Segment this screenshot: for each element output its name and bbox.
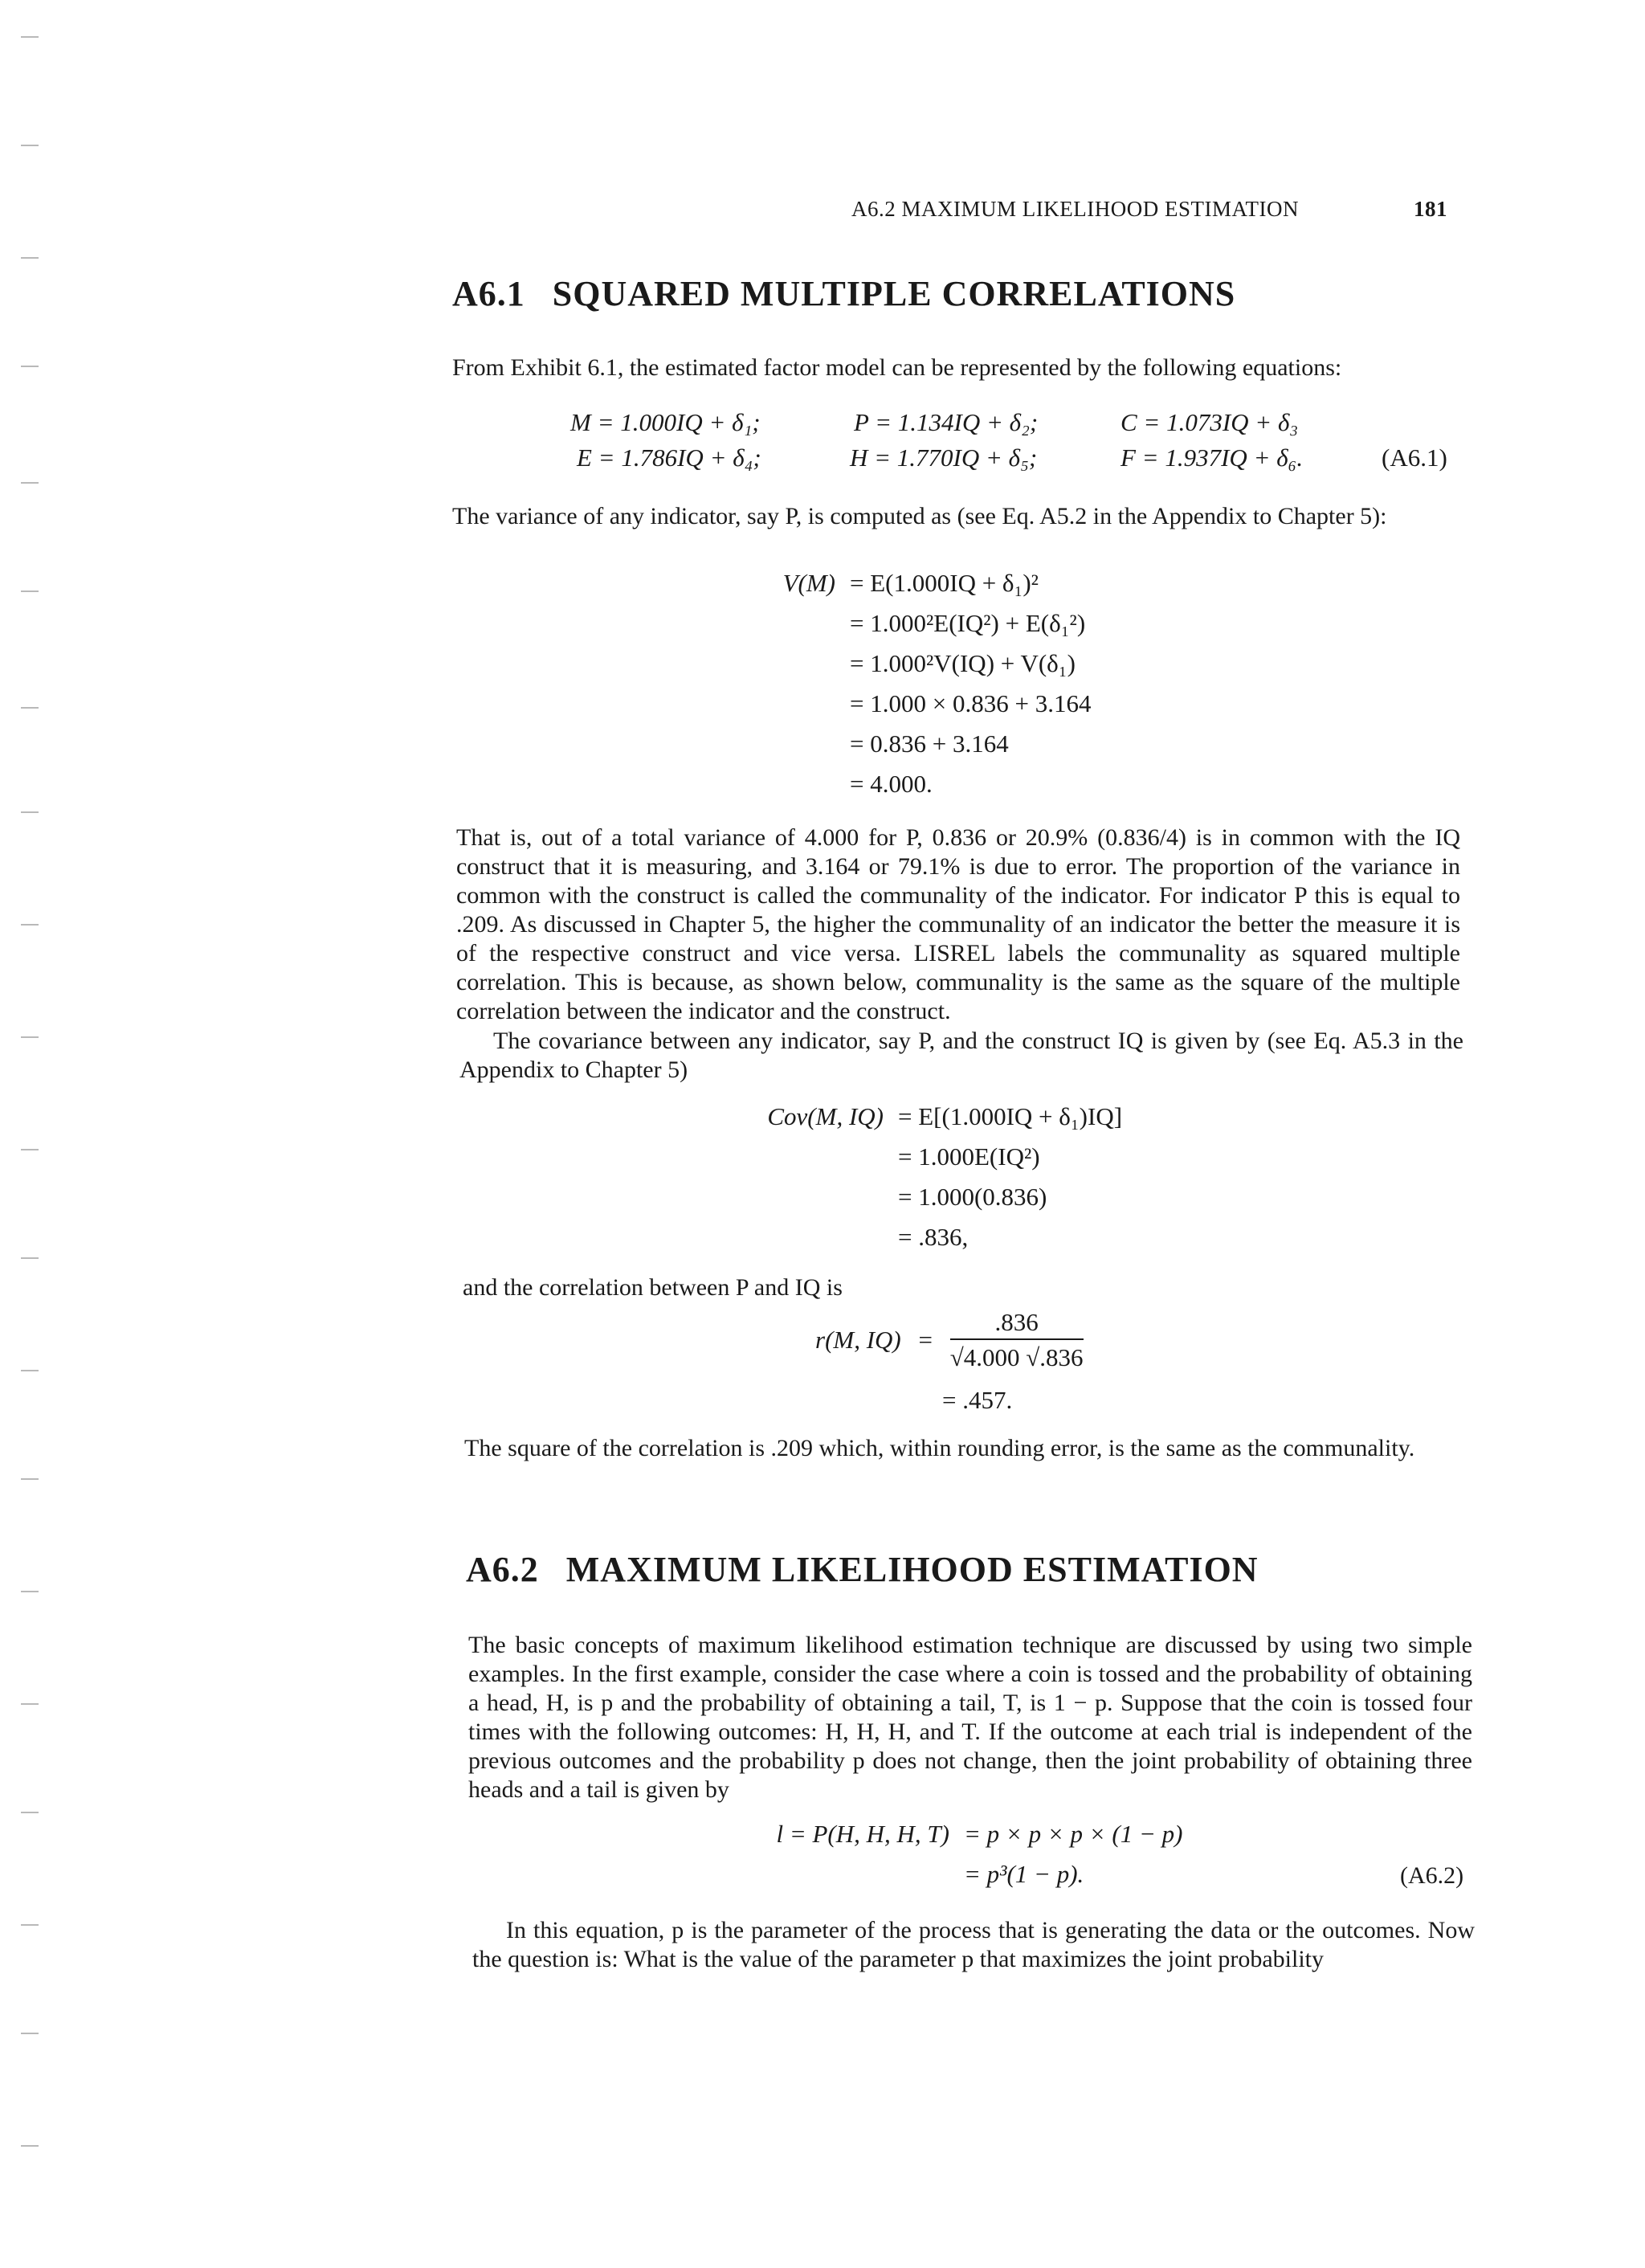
page-number: 181 xyxy=(1414,197,1447,221)
variance-step: = E(1.000IQ + δ₁)² xyxy=(850,569,1039,597)
running-head-section: A6.2 MAXIMUM LIKELIHOOD ESTIMATION xyxy=(851,197,1299,221)
intro-paragraph: From Exhibit 6.1, the estimated factor model can be represented by the following equations: xyxy=(452,354,1342,381)
eq-m: M = 1.000IQ + δ₁; xyxy=(570,408,761,436)
correlation-equation: r(M, IQ) = $\frac{.836}{√4.000 √.836}$ xyxy=(815,1308,1084,1371)
variance-step: = 4.000. xyxy=(850,770,933,798)
correlation-result: = .457. xyxy=(942,1386,1013,1414)
eq-a6-2-lhs: l = P(H, H, H, T) xyxy=(776,1820,949,1848)
eq-tag-a6-1: (A6.1) xyxy=(1382,443,1447,472)
variance-lhs: V(M) xyxy=(782,569,835,597)
section-title: SQUARED MULTIPLE CORRELATIONS xyxy=(552,274,1236,313)
eq-tag-a6-2: (A6.2) xyxy=(1400,1862,1464,1889)
correlation-lhs: r(M, IQ) xyxy=(815,1326,901,1354)
communality-paragraph: That is, out of a total variance of 4.000 for P, 0.836 or 20.9% (0.836/4) is in common with the IQ construct that it is measuring, and 3.164 or 79.1% is due to error. The proportion of the variance in common with the construct is called the communality of the indicator. For indicator P this is equal to .209. As discussed in Chapter 5, the higher the communality of an indicator the better the measure it is of the respective construct and vice versa. LISREL labels the communality as squared multiple correlation. This is because, as shown below, communality is the same as the square of the multiple correlation between the indicator and the construct. xyxy=(456,824,1460,1024)
covariance-step: = 1.000(0.836) xyxy=(898,1183,1047,1211)
eq-a6-2-step: = p³(1 − p). xyxy=(964,1860,1084,1888)
section-title: MAXIMUM LIKELIHOOD ESTIMATION xyxy=(565,1550,1259,1589)
covariance-lhs: Cov(M, IQ) xyxy=(767,1102,884,1130)
correlation-fraction xyxy=(950,1308,1084,1372)
variance-step: = 1.000 × 0.836 + 3.164 xyxy=(850,689,1092,717)
eq-f: F = 1.937IQ + δ₆. xyxy=(1120,443,1304,472)
ml-paragraph-2: In this equation, p is the parameter of the process that is generating the data or the outcomes. Now the question is: What is the value of the parameter p that maximizes the joint probability xyxy=(472,1917,1475,1972)
covariance-step: = E[(1.000IQ + δ₁)IQ] xyxy=(898,1102,1123,1130)
eq-c: C = 1.073IQ + δ₃ xyxy=(1120,408,1299,436)
eq-h: H = 1.770IQ + δ₅; xyxy=(850,443,1038,472)
section-number: A6.2 xyxy=(466,1550,539,1589)
correlation-intro: and the correlation between P and IQ is xyxy=(463,1274,843,1301)
section-heading-a62 xyxy=(466,1549,1259,1590)
eq-e: E = 1.786IQ + δ₄; xyxy=(577,443,761,472)
correlation-denominator: √4.000 √.836 xyxy=(949,1343,1084,1371)
section-number: A6.1 xyxy=(452,274,525,313)
running-head xyxy=(851,197,1447,222)
variance-intro: The variance of any indicator, say P, is computed as (see Eq. A5.2 in the Appendix to Chapter 5): xyxy=(452,503,1387,529)
correlation-numerator: .836 xyxy=(950,1308,1084,1340)
covariance-step: = 1.000E(IQ²) xyxy=(898,1142,1040,1171)
square-paragraph: The square of the correlation is .209 which, within rounding error, is the same as the communality. xyxy=(464,1435,1415,1461)
covariance-step: = .836, xyxy=(898,1223,969,1251)
variance-step: = 1.000²V(IQ) + V(δ₁) xyxy=(850,649,1076,677)
eq-a6-2-step: = p × p × p × (1 − p) xyxy=(964,1820,1183,1848)
ml-paragraph-1: The basic concepts of maximum likelihood estimation technique are discussed by using two simple examples. In the first example, consider the case where a coin is tossed and the probability of obtaining a head, H, is p and the probability of obtaining a tail, T, is 1 − p. Suppose that the coin is tossed four times with the following outcomes: H, H, H, and T. If the outcome at each trial is independent of the previous outcomes and the probability p does not change, then the joint probability of obtaining three heads and a tail is given by xyxy=(468,1632,1472,1803)
eq-p: P = 1.134IQ + δ₂; xyxy=(854,408,1039,436)
covariance-paragraph: The covariance between any indicator, say P, and the construct IQ is given by (see Eq. A5.3 in the Appendix to Chapter 5) xyxy=(459,1028,1463,1083)
section-heading-a61 xyxy=(452,273,1235,314)
variance-step: = 1.000²E(IQ²) + E(δ₁²) xyxy=(850,609,1086,637)
variance-step: = 0.836 + 3.164 xyxy=(850,729,1009,758)
